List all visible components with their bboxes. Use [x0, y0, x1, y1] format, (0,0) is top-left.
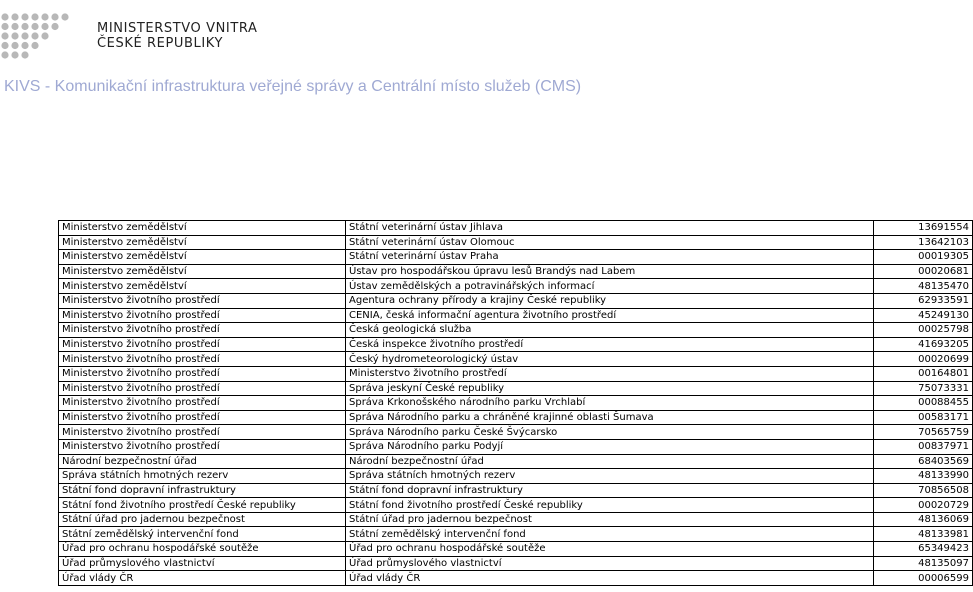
logo-dot [1, 51, 8, 58]
table-row [59, 308, 973, 323]
organization-cell: Státní veterinární ústav Olomouc [346, 235, 874, 250]
ico-cell: 48133981 [874, 527, 973, 542]
ico-cell: 00006599 [874, 571, 973, 586]
table-row [59, 264, 973, 279]
ico-cell: 00020699 [874, 352, 973, 367]
logo-dot [11, 23, 18, 30]
ministry-cell: Ministerstvo životního prostředí [59, 366, 346, 381]
ministry-cell: Ministerstvo zemědělství [59, 221, 346, 236]
ministry-cell: Národní bezpečnostní úřad [59, 454, 346, 469]
table-row [59, 469, 973, 484]
ministry-cell: Správa státních hmotných rezerv [59, 469, 346, 484]
ico-cell: 00837971 [874, 439, 973, 454]
ministry-cell: Ministerstvo životního prostředí [59, 439, 346, 454]
ico-cell: 41693205 [874, 337, 973, 352]
organization-cell: Správa Krkonošského národního parku Vrchlabí [346, 396, 874, 411]
logo-dot [21, 13, 28, 20]
organization-cell: Státní veterinární ústav Jihlava [346, 221, 874, 236]
organization-cell: Správa jeskyní České republiky [346, 381, 874, 396]
logo-dot [1, 32, 8, 39]
ministry-cell: Ministerstvo životního prostředí [59, 293, 346, 308]
ministry-cell: Ministerstvo zemědělství [59, 279, 346, 294]
logo-dot [21, 32, 28, 39]
organization-cell: Správa Národního parku a chráněné krajinné oblasti Šumava [346, 410, 874, 425]
table-row [59, 483, 973, 498]
ico-cell: 68403569 [874, 454, 973, 469]
table-row [59, 410, 973, 425]
organization-cell: Správa Národního parku Podyjí [346, 439, 874, 454]
ico-cell: 00088455 [874, 396, 973, 411]
table-row [59, 498, 973, 513]
organization-cell: Ministerstvo životního prostředí [346, 366, 874, 381]
table-row [59, 323, 973, 338]
logo-dot [11, 13, 18, 20]
ministry-cell: Ministerstvo životního prostředí [59, 396, 346, 411]
table-row [59, 366, 973, 381]
logo-dot [21, 42, 28, 49]
logo-dot-grid-icon [0, 12, 90, 60]
organization-cell: Úřad pro ochranu hospodářské soutěže [346, 542, 874, 557]
ministry-logo [0, 12, 258, 62]
organization-cell: Státní úřad pro jadernou bezpečnost [346, 512, 874, 527]
table-row [59, 439, 973, 454]
ministry-cell: Ministerstvo zemědělství [59, 250, 346, 265]
table-row [59, 381, 973, 396]
organization-cell: Český hydrometeorologický ústav [346, 352, 874, 367]
logo-dot [1, 42, 8, 49]
table-row [59, 250, 973, 265]
logo-dot [31, 13, 38, 20]
logo-dot [31, 32, 38, 39]
organization-cell: Správa Národního parku České Švýcarsko [346, 425, 874, 440]
logo-dot [51, 23, 58, 30]
ico-cell: 62933591 [874, 293, 973, 308]
table-row [59, 221, 973, 236]
organization-cell: Národní bezpečnostní úřad [346, 454, 874, 469]
organization-cell: Úřad průmyslového vlastnictví [346, 556, 874, 571]
logo-dot [41, 23, 48, 30]
logo-dot [1, 23, 8, 30]
ministry-cell: Státní fond životního prostředí České republiky [59, 498, 346, 513]
logo-dot [31, 42, 38, 49]
ministry-cell: Ministerstvo životního prostředí [59, 425, 346, 440]
table-body [59, 221, 973, 586]
logo-dot [41, 32, 48, 39]
organization-cell: Státní veterinární ústav Praha [346, 250, 874, 265]
ministry-cell: Státní fond dopravní infrastruktury [59, 483, 346, 498]
table-row [59, 396, 973, 411]
organization-cell: Agentura ochrany přírody a krajiny České republiky [346, 293, 874, 308]
table-row [59, 542, 973, 557]
table-row [59, 425, 973, 440]
ministry-cell: Ministerstvo životního prostředí [59, 308, 346, 323]
logo-dot [11, 42, 18, 49]
ico-cell: 48133990 [874, 469, 973, 484]
ministry-cell: Ministerstvo životního prostředí [59, 381, 346, 396]
organizations-table [58, 220, 973, 586]
ico-cell: 75073331 [874, 381, 973, 396]
ico-cell: 70565759 [874, 425, 973, 440]
logo-dot [21, 23, 28, 30]
ministry-cell: Ministerstvo životního prostředí [59, 337, 346, 352]
ico-cell: 00025798 [874, 323, 973, 338]
ministry-cell: Ministerstvo zemědělství [59, 235, 346, 250]
table-row [59, 337, 973, 352]
organization-cell: Státní fond dopravní infrastruktury [346, 483, 874, 498]
logo-line-1: MINISTERSTVO VNITRA [97, 21, 258, 36]
logo-line-2: ČESKÉ REPUBLIKY [97, 36, 224, 51]
ministry-cell: Úřad vlády ČR [59, 571, 346, 586]
organization-cell: Státní zemědělský intervenční fond [346, 527, 874, 542]
table-row [59, 556, 973, 571]
ico-cell: 48135097 [874, 556, 973, 571]
ico-cell: 13691554 [874, 221, 973, 236]
logo-dot [61, 13, 68, 20]
ico-cell: 48136069 [874, 512, 973, 527]
ministry-cell: Státní úřad pro jadernou bezpečnost [59, 512, 346, 527]
logo-dot [51, 13, 58, 20]
logo-dot [21, 51, 28, 58]
organization-cell: Ústav zemědělských a potravinářských informací [346, 279, 874, 294]
organization-cell: Správa státních hmotných rezerv [346, 469, 874, 484]
logo-dot [41, 13, 48, 20]
table-row [59, 279, 973, 294]
organization-cell: Česká inspekce životního prostředí [346, 337, 874, 352]
organization-cell: Úřad vlády ČR [346, 571, 874, 586]
ico-cell: 00020729 [874, 498, 973, 513]
ico-cell: 00020681 [874, 264, 973, 279]
table-row [59, 235, 973, 250]
ico-cell: 00583171 [874, 410, 973, 425]
ico-cell: 00164801 [874, 366, 973, 381]
logo-text [97, 21, 257, 51]
ministry-cell: Státní zemědělský intervenční fond [59, 527, 346, 542]
ministry-cell: Ministerstvo životního prostředí [59, 323, 346, 338]
ministry-cell: Ministerstvo životního prostředí [59, 410, 346, 425]
table-row [59, 454, 973, 469]
table-row [59, 512, 973, 527]
ico-cell: 48135470 [874, 279, 973, 294]
ico-cell: 13642103 [874, 235, 973, 250]
ico-cell: 70856508 [874, 483, 973, 498]
organization-cell: Státní fond životního prostředí České republiky [346, 498, 874, 513]
logo-dot [1, 13, 8, 20]
table-row [59, 293, 973, 308]
ministry-cell: Úřad pro ochranu hospodářské soutěže [59, 542, 346, 557]
table-row [59, 352, 973, 367]
ico-cell: 00019305 [874, 250, 973, 265]
logo-dot [31, 23, 38, 30]
table-row [59, 571, 973, 586]
organization-cell: Ústav pro hospodářskou úpravu lesů Brandýs nad Labem [346, 264, 874, 279]
ico-cell: 45249130 [874, 308, 973, 323]
ministry-cell: Ministerstvo životního prostředí [59, 352, 346, 367]
ministry-cell: Ministerstvo zemědělství [59, 264, 346, 279]
logo-dot [11, 51, 18, 58]
organization-cell: CENIA, česká informační agentura životního prostředí [346, 308, 874, 323]
page-title: KIVS - Komunikační infrastruktura veřejné správy a Centrální místo služeb (CMS) [4, 78, 582, 95]
ico-cell: 65349423 [874, 542, 973, 557]
organization-cell: Česká geologická služba [346, 323, 874, 338]
table-row [59, 527, 973, 542]
logo-dot [11, 32, 18, 39]
ministry-cell: Úřad průmyslového vlastnictví [59, 556, 346, 571]
